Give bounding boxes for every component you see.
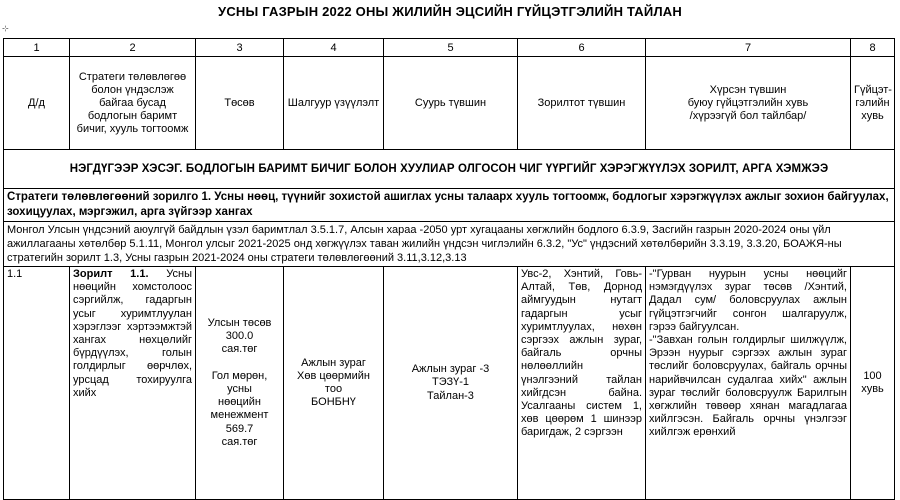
policy-basis: Монгол Улсын үндсэний аюулгүй байдлын үзэл баримтлал 3.5.1.7, Алсын хараа -2050 урт хугацааны хөгжлийн бодлого 6.3.9, Засгийн газрын 2020-2024 оны үйл ажиллагааны хөтөлбөр 5.1.11, Монгол улсыг 2021-2025 онд хөгжүүлэх таван жилийн үндсэн чиглэлийн 6.3.2, "Ус" үндэсний хөтөлбөрийн 3.3.19, 3.3.20, БОАЖЯ-ны стратегийн зорилт 1.3, Усны газрын 2021-2024 оны стратеги төлөвлөгөөний 3.11,3.12,3.13: [4, 222, 895, 267]
table-anchor-icon: ⊹: [2, 24, 9, 33]
column-number: 4: [284, 39, 384, 57]
basis-row: [4, 222, 895, 267]
section-title: НЭГДҮГЭЭР ХЭСЭГ. БОДЛОГЫН БАРИМТ БИЧИГ БОЛОН ХУУЛИАР ОЛГОСОН ЧИГ ҮҮРГИЙГ ХЭРЭГЖҮҮЛЭХ ЗОРИЛТ, АРГА ХЭМЖЭЭ: [4, 150, 895, 189]
row-achieved: -"Гурван нуурын усны нөөцийг нэмэгдүүлэх зураг төсөв /Хэнтий, Дадал сум/ боловсруулах ажлын гүйцэтгэгчийг сонгон шалгаруулж, гэрээ байгуулсан. -"Завхан голын голдирлыг шилжүүлж, Эрээн нуурыг сэргээх ажлын зураг төслийг боловсруулах, байгаль орчны нарийвчилсан судалгаа хийх" ажлын зураг төслийг боловсруулж Барилгын хөгжлийн төвөөр хянан магадлагаа хийлгэсэн. Байгаль орчны үнэлгээг хийлгэж ерөнхий: [646, 267, 851, 500]
header-number: Д/д: [4, 57, 70, 150]
goal-row: [4, 189, 895, 222]
column-number: 2: [70, 39, 196, 57]
header-strategy: Стратеги төлөвлөгөө болон үндэслэж байгаа бусад бодлогын баримт бичиг, хууль тогтоомж: [70, 57, 196, 150]
header-achieved: Хүрсэн түвшин буюу гүйцэтгэлийн хувь /хүрээгүй бол тайлбар/: [646, 57, 851, 150]
row-objective: [70, 267, 196, 500]
row-number: 1.1: [4, 267, 70, 500]
header-percent: Гүйцэт-гэлийн хувь: [851, 57, 895, 150]
row-baseline: Ажлын зураг -3 ТЭЗҮ-1 Тайлан-3: [384, 267, 518, 500]
column-number: 1: [4, 39, 70, 57]
column-number: 5: [384, 39, 518, 57]
row-target: Увс-2, Хэнтий, Говь-Алтай, Төв, Дорнод аймгуудын нутагт гадаргын усыг хуримтлуулах, нөхөн сэргээх ажлын зураг, байгаль орчны нөлөөллийн үнэлгээний тайлан хийгдсэн байна. Усалгааны систем 1, хөв цөөрөм 1 шинээр баригдаж, 2 сэргээн: [518, 267, 646, 500]
row-budget: Улсын төсөв 300.0 сая.төг Гол мөрөн, усны нөөцийн менежмент 569.7 сая.төг: [196, 267, 284, 500]
section-row: [4, 150, 895, 189]
column-number: 7: [646, 39, 851, 57]
header-budget: Төсөв: [196, 57, 284, 150]
header-target: Зорилтот түвшин: [518, 57, 646, 150]
column-number: 6: [518, 39, 646, 57]
table-row: [4, 267, 895, 500]
strategic-goal: Стратеги төлөвлөгөөний зорилго 1. Усны нөөц, түүнийг зохистой ашиглах усны талаарх хууль тогтоомж, бодлогыг хэрэгжүүлэх ажлыг зохион байгуулах, зохицуулах, мэргэжил, арга зүйгээр хангах: [4, 189, 895, 222]
column-number: 8: [851, 39, 895, 57]
column-number-row: [4, 39, 895, 57]
column-number: 3: [196, 39, 284, 57]
report-table: [3, 38, 895, 500]
objective-text: Усны нөөцийн хомстолоос сэргийлж, гадаргын усыг хуримтлуулан хэрэглээг хэртээмжтэй хангах нөхцөлийг бүрдүүлэх, голын голдирлыг өөрчлөх, урсцад тохируулга хийх: [73, 268, 192, 399]
header-indicator: Шалгуур үзүүлэлт: [284, 57, 384, 150]
header-baseline: Суурь түвшин: [384, 57, 518, 150]
row-percent: 100 хувь: [851, 267, 895, 500]
report-title: УСНЫ ГАЗРЫН 2022 ОНЫ ЖИЛИЙН ЭЦСИЙН ГҮЙЦЭТГЭЛИЙН ТАЙЛАН: [218, 4, 682, 19]
row-indicator: Ажлын зураг Хөв цөөрмийн тоо БОНБНҮ: [284, 267, 384, 500]
header-row: [4, 57, 895, 150]
objective-label: Зорилт 1.1.: [73, 268, 149, 280]
